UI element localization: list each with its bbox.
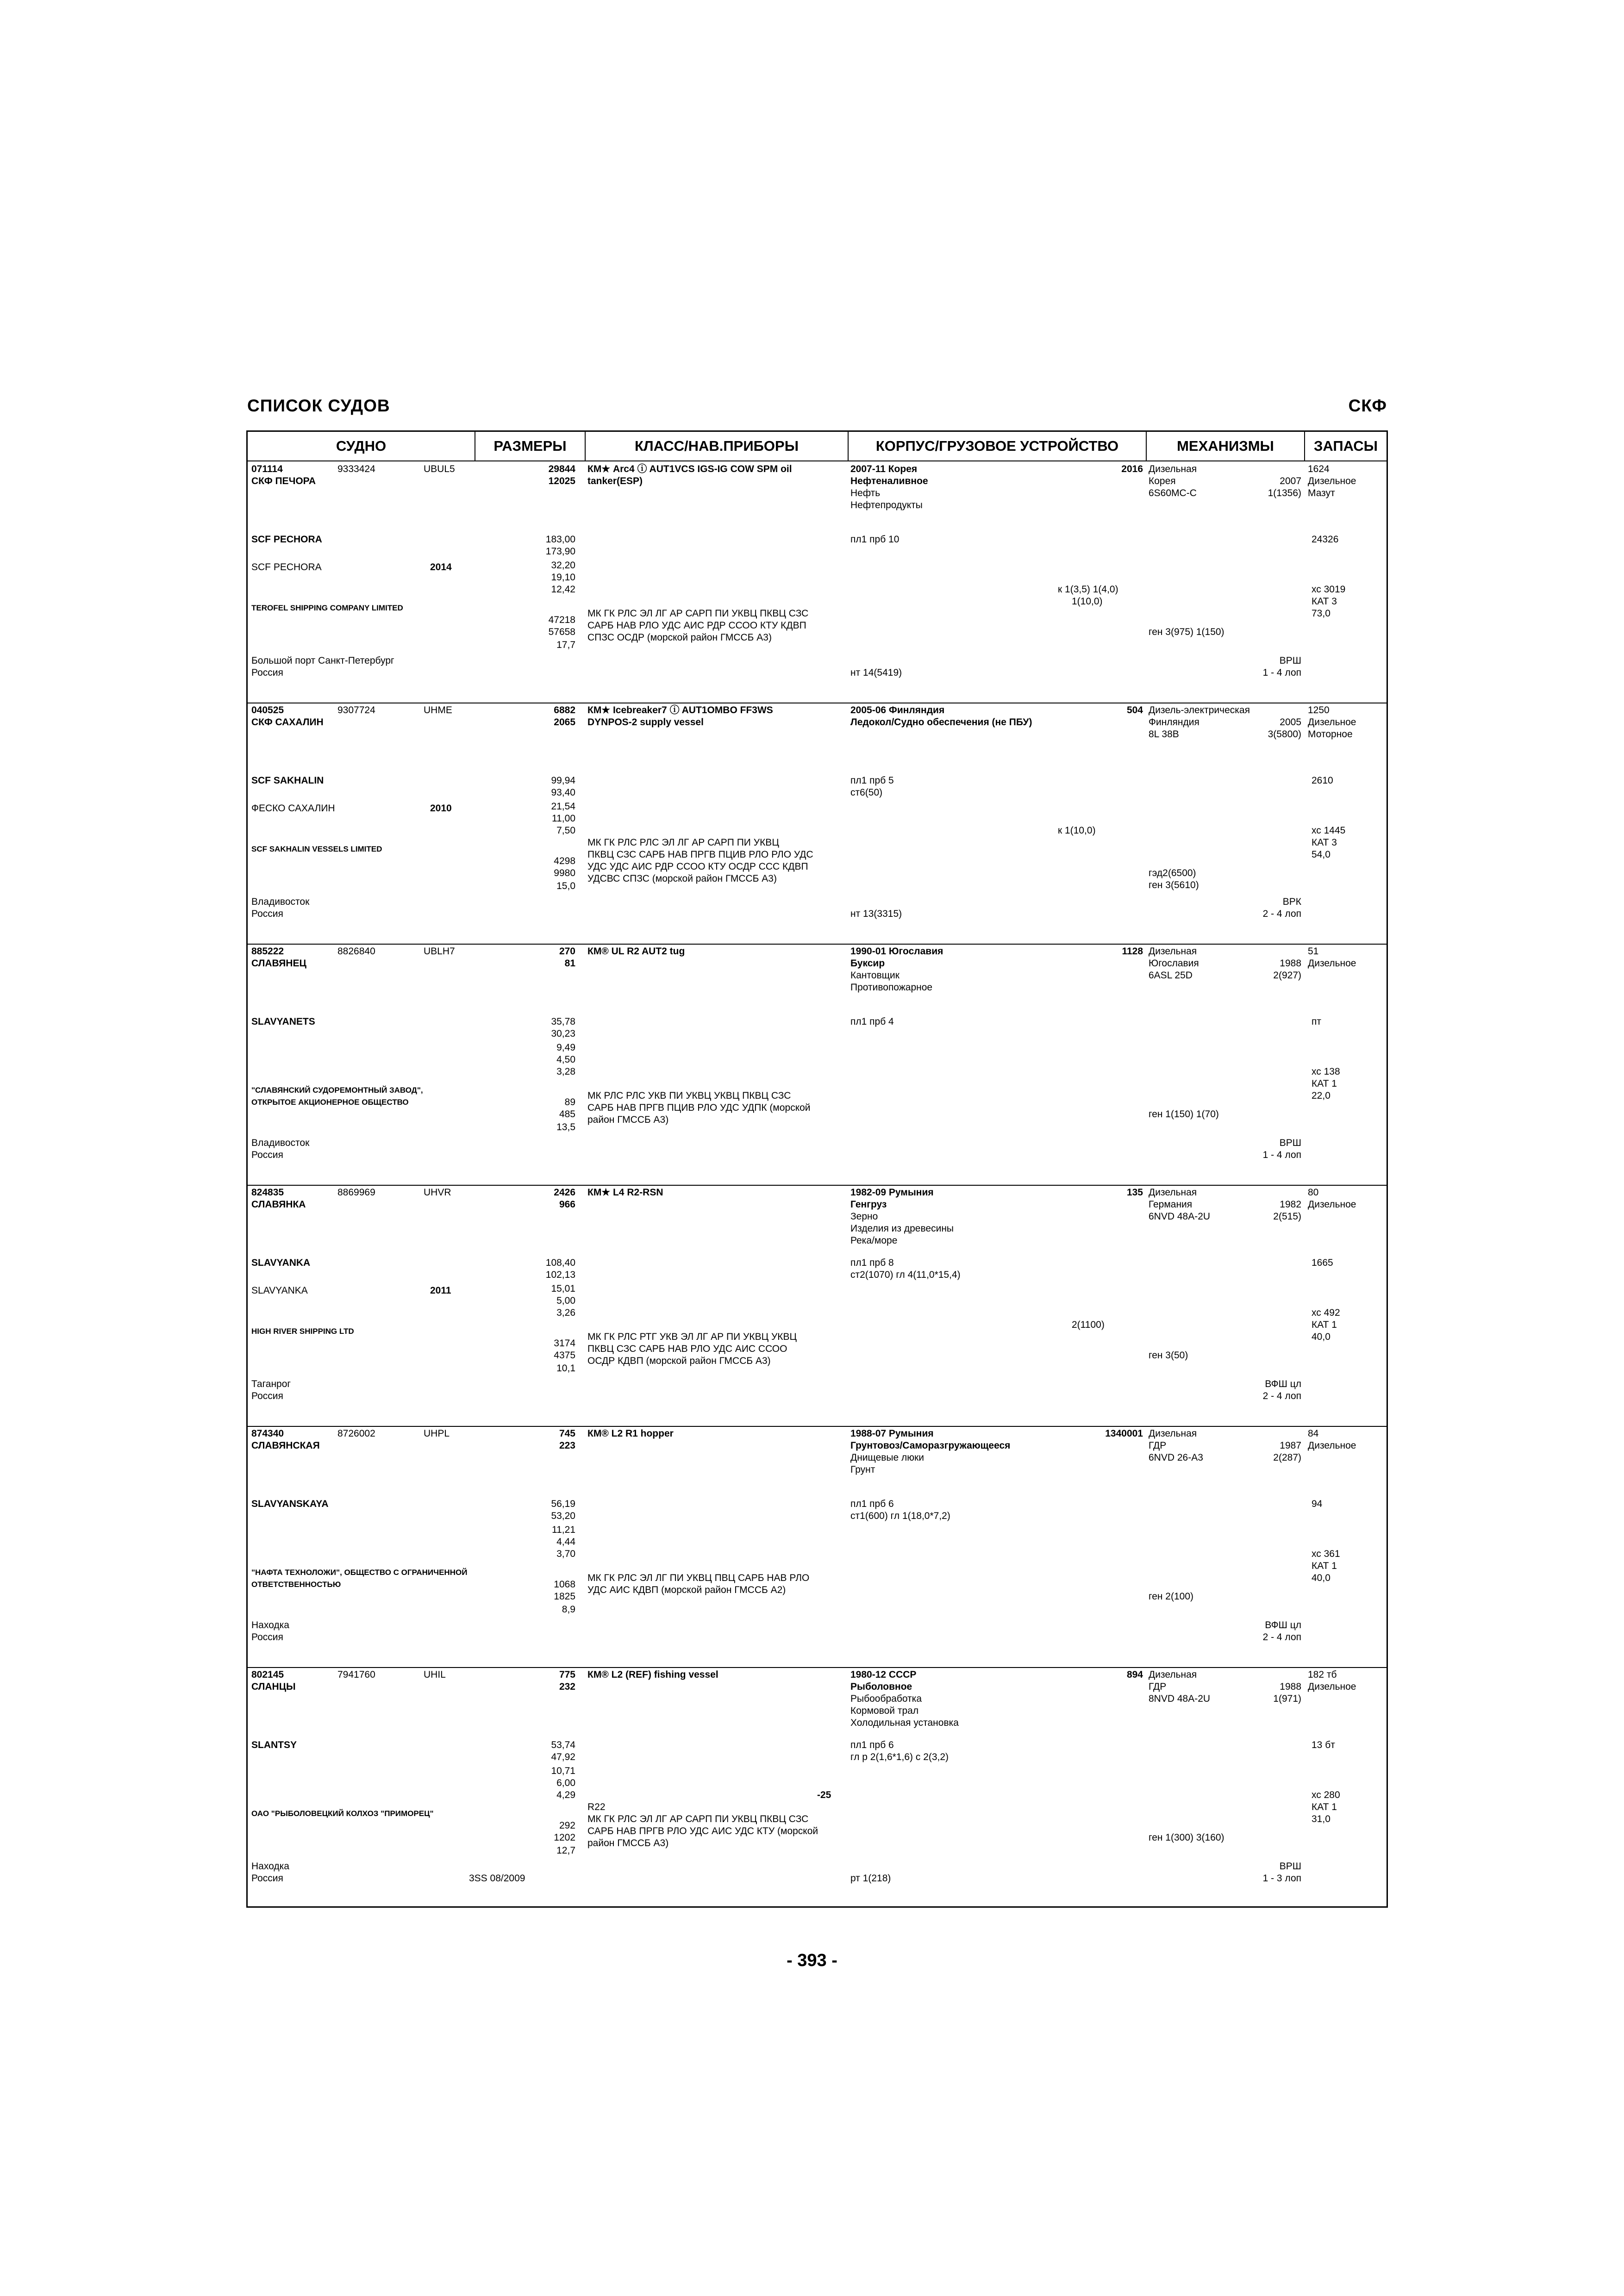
generators: ген 1(150) 1(70) [1149,1109,1219,1120]
fuel-capacity: 1250 [1308,705,1330,716]
cargo-capacity: пт [1312,1016,1321,1027]
ship-entry [248,1427,1387,1668]
dimension-value: 3,28 [556,1066,575,1077]
dimension-value: 4298 [554,856,575,866]
nav-equipment: САРБ НАВ ПРГВ РЛО УДС АИС УДС КТУ (морской [587,1826,818,1836]
dimension-value: 15,01 [551,1283,575,1294]
dimension-value: 10,1 [556,1363,575,1374]
hull-type: Грунт [850,1464,875,1475]
ship-name: СЛАНЦЫ [251,1681,296,1692]
hull-type: Грунтовоз/Саморазгружающееся [850,1440,1011,1451]
nav-equipment: МК ГК РЛС ЭЛ ЛГ ПИ УКВЦ ПВЦ САРБ НАВ РЛО [587,1573,810,1583]
call-sign: UBUL5 [424,464,455,474]
hull-type: Рыболовное [850,1681,912,1692]
hull-type: Зерно [850,1211,878,1222]
page-title: СПИСОК СУДОВ [247,396,390,415]
ship-name-latin: SLANTSY [251,1740,297,1750]
class-notation-cont: tanker(ESP) [587,476,643,486]
hull-number: 1128 [1122,946,1143,957]
class-notation-cont: DYNPOS-2 supply vessel [587,717,704,728]
ship-name-latin: SCF SAKHALIN [251,775,324,786]
lifesaving: 40,0 [1312,1332,1330,1342]
hull-built: 1982-09 Румыния [850,1187,934,1198]
ship-entry [248,703,1387,945]
fuel-capacity: 51 [1308,946,1319,957]
col-class: КЛАСС/НАВ.ПРИБОРЫ [634,438,799,454]
dimension-value: 7,50 [556,825,575,836]
class-notation: КМ★ Icebreaker7 ⓘ AUT1OMBO FF3WS [587,705,773,716]
hull-type: Изделия из древесины [850,1223,954,1234]
call-sign: UHIL [424,1669,446,1680]
hull-decks: пл1 прб 10 [850,534,899,545]
hull-number: 2016 [1121,464,1143,474]
call-sign: UHVR [424,1187,451,1198]
hull-tonnage: рт 1(218) [850,1873,891,1884]
ship-name-latin: SCF PECHORA [251,534,322,545]
cargo-capacity: 2610 [1312,775,1333,786]
fuel-type: Дизельное [1308,476,1356,486]
dimension-value: 30,23 [551,1028,575,1039]
fuel-capacity: 182 тб [1308,1669,1337,1680]
lifesaving: КАТ 3 [1312,837,1337,848]
engine-info: Дизель-электрическая [1149,705,1250,716]
hull-built: 1980-12 СССР [850,1669,917,1680]
dimension-value: 8,9 [562,1604,575,1615]
former-year: 2010 [430,803,452,814]
nav-equipment: МК ГК РЛС ЭЛ ЛГ АР САРП ПИ УКВЦ ПКВЦ СЗС [587,608,809,619]
lifesaving: КАТ 1 [1312,1561,1337,1571]
nav-equipment: ОСДР КДВП (морской район ГМССБ А3) [587,1356,771,1366]
fuel-capacity: 80 [1308,1187,1319,1198]
ship-owner: "СЛАВЯНСКИЙ СУДОРЕМОНТНЫЙ ЗАВОД", ОТКРЫТОЕ АКЦИОНЕРНОЕ ОБЩЕСТВО [251,1086,423,1107]
propeller-blades: 2 - 4 лоп [1262,1632,1301,1643]
generators-cont: ген 3(5610) [1149,880,1199,890]
ship-name: СКФ САХАЛИН [251,717,324,728]
engine-power: 2(515) [1273,1211,1301,1222]
col-ship: СУДНО [336,438,387,454]
imo-number: 8826840 [337,946,375,957]
flag-country: Россия [251,1150,283,1160]
dimension-value: 3,26 [556,1307,575,1318]
lifesaving: 40,0 [1312,1573,1330,1583]
home-port: Находка [251,1861,289,1872]
nav-equipment: МК ГК РЛС РЛС ЭЛ ЛГ АР САРП ПИ УКВЦ [587,837,779,848]
reg-number: 802145 [251,1669,284,1680]
engine-info: 8L 38B [1149,729,1179,740]
hull-cranes: к 1(10,0) [1058,825,1096,836]
fuel-type: Моторное [1308,729,1353,740]
engine-power: 1(971) [1273,1693,1301,1704]
col-dimensions: РАЗМЕРЫ [493,438,567,454]
hull-type: Кантовщик [850,970,899,981]
hull-type: Нефть [850,488,881,498]
imo-number: 9333424 [337,464,375,474]
lifesaving: хс 138 [1312,1066,1340,1077]
imo-number: 9307724 [337,705,375,716]
call-sign: UHPL [424,1428,450,1439]
propeller-blades: 1 - 4 лоп [1262,667,1301,678]
fuel-type: Дизельное [1308,1199,1356,1210]
nav-equipment: УДС УДС АИС РДР ССОО КТУ ОСДР ССС КДВП [587,861,808,872]
hull-type: Днищевые люки [850,1452,924,1463]
nav-equipment: ПКВЦ СЗС САРБ НАВ ПРГВ ПЦИВ РЛО РЛО УДС [587,849,813,860]
col-machinery: МЕХАНИЗМЫ [1177,438,1274,454]
dimension-value: 89 [564,1097,575,1108]
col-stores: ЗАПАСЫ [1313,438,1378,454]
lifesaving: хс 361 [1312,1549,1340,1559]
dimension-value: 4,50 [556,1054,575,1065]
nav-equipment: САРБ НАВ РЛО УДС АИС РДР ССОО КТУ КДВП [587,620,806,631]
dimension-value: 11,00 [552,813,575,824]
propeller: ВРК [1282,896,1301,907]
dimension-value: 2065 [554,717,575,728]
dimension-value: 4,44 [556,1537,575,1547]
nav-equipment: МК ГК РЛС ЭЛ ЛГ АР САРП ПИ УКВЦ ПКВЦ СЗС [587,1814,809,1824]
dimension-value: 1825 [554,1591,575,1602]
cargo-capacity: 1665 [1312,1257,1333,1268]
flag-country: Россия [251,1873,283,1884]
imo-number: 7941760 [337,1669,375,1680]
home-port: Владивосток [251,1138,310,1148]
engine-info: Дизельная [1149,1428,1197,1439]
class-notation: КМ★ L4 R2-RSN [587,1187,663,1198]
generators: ген 3(50) [1149,1350,1188,1361]
former-year: 2011 [430,1285,451,1296]
nav-equipment: ПКВЦ СЗС САРБ НАВ РЛО УДС АИС ССОО [587,1344,787,1354]
hull-number: 504 [1126,705,1143,716]
engine-info: Дизельная [1149,946,1197,957]
ship-name: СЛАВЯНЕЦ [251,958,306,969]
engine-info: ГДР [1149,1681,1167,1692]
flag-country: Россия [251,1632,283,1643]
engine-power: 2(927) [1273,970,1301,981]
cargo-capacity: 13 бт [1312,1740,1335,1750]
engine-info: 6S60MC-C [1149,488,1197,498]
nav-equipment: УДСВС СПЗС (морской район ГМССБ А3) [587,873,777,884]
dimension-value: 99,94 [551,775,575,786]
dimension-value: 57658 [548,627,575,637]
class-notation: КМ® L2 (REF) fishing vessel [587,1669,718,1680]
dimension-value: 108,40 [545,1257,575,1268]
company-code: СКФ [1348,396,1387,415]
flag-country: Россия [251,908,283,919]
hull-cranes-cont: 2(1100) [1072,1319,1105,1330]
engine-year: 1988 [1280,1681,1301,1692]
hull-type: Генгруз [850,1199,887,1210]
lifesaving: хс 492 [1312,1307,1340,1318]
dimension-value: 53,74 [551,1740,575,1750]
home-port: Таганрог [251,1379,291,1389]
hull-type: Река/море [850,1235,898,1246]
engine-power: 3(5800) [1268,729,1301,740]
lifesaving: КАТ 1 [1312,1078,1337,1089]
ship-owner: TEROFEL SHIPPING COMPANY LIMITED [251,604,403,612]
nav-equipment: район ГМССБ А3) [587,1838,669,1848]
generators: гэд2(6500) [1149,868,1196,878]
dimension-value: 183,00 [545,534,575,545]
reg-number: 824835 [251,1187,284,1198]
hull-number: 894 [1126,1669,1143,1680]
lifesaving: 73,0 [1312,608,1330,619]
dimension-value: 223 [559,1440,575,1451]
dimension-value: 56,19 [551,1499,575,1509]
dimension-value: 173,90 [545,546,575,557]
hull-number: 1340001 [1105,1428,1143,1439]
former-name: SCF PECHORA [251,562,322,572]
refrigerant: R22 [587,1802,606,1812]
engine-info: 6NVD 26-A3 [1149,1452,1203,1463]
engine-year: 1988 [1280,958,1301,969]
fuel-type: Дизельное [1308,1440,1356,1451]
dimension-value: 4,29 [556,1790,575,1800]
hull-hatches: ст1(600) гл 1(18,0*7,2) [850,1511,950,1521]
generators: ген 1(300) 3(160) [1149,1832,1224,1843]
fuel-type: Дизельное [1308,717,1356,728]
dimension-value: 6,00 [556,1778,575,1788]
hull-type: Кормовой трал [850,1705,919,1716]
flag-country: Россия [251,1391,283,1401]
edition-code: 3SS 08/2009 [469,1873,525,1884]
temperature: -25 [817,1790,831,1800]
ship-owner: "НАФТА ТЕХНОЛОЖИ", ОБЩЕСТВО С ОГРАНИЧЕННОЙ ОТВЕТСТВЕННОСТЬЮ [251,1568,468,1589]
fuel-capacity: 1624 [1308,464,1330,474]
engine-info: Дизельная [1149,1187,1197,1198]
ship-name-latin: SLAVYANETS [251,1016,315,1027]
hull-decks: пл1 прб 6 [850,1740,894,1750]
hull-type: Противопожарное [850,982,933,993]
flag-country: Россия [251,667,283,678]
engine-year: 1982 [1280,1199,1301,1210]
propeller-blades: 1 - 3 лоп [1262,1873,1301,1884]
ship-name-latin: SLAVYANKA [251,1257,311,1268]
dimension-value: 270 [559,946,575,957]
dimension-value: 1202 [554,1832,575,1843]
dimension-value: 81 [564,958,575,969]
lifesaving: 54,0 [1312,849,1330,860]
former-name: SLAVYANKA [251,1285,308,1296]
fuel-capacity: 84 [1308,1428,1319,1439]
ship-name-latin: SLAVYANSKAYA [251,1499,329,1509]
reg-number: 874340 [251,1428,284,1439]
lifesaving: 22,0 [1312,1090,1330,1101]
propeller: ВРШ [1279,1138,1301,1148]
dimension-value: 3,70 [556,1549,575,1559]
ship-entry [248,462,1387,703]
dimension-value: 29844 [548,464,575,474]
engine-year: 1987 [1280,1440,1301,1451]
dimension-value: 232 [559,1681,575,1692]
propeller: ВРШ [1279,1861,1301,1872]
hull-type: Буксир [850,958,885,969]
call-sign: UBLH7 [424,946,455,957]
dimension-value: 47218 [548,615,575,625]
hull-cranes-cont: 1(10,0) [1072,596,1103,607]
class-notation: КМ® UL R2 AUT2 tug [587,946,685,957]
dimension-value: 485 [559,1109,575,1120]
lifesaving: хс 1445 [1312,825,1346,836]
class-notation: КМ★ Arc4 ⓘ AUT1VCS IGS-IG COW SPM oil [587,464,792,474]
dimension-value: 966 [559,1199,575,1210]
dimension-value: 12,7 [556,1845,575,1856]
dimension-value: 17,7 [556,640,575,650]
ship-name: СЛАВЯНСКАЯ [251,1440,320,1451]
col-hull: КОРПУС/ГРУЗОВОЕ УСТРОЙСТВО [875,438,1119,454]
lifesaving: КАТ 1 [1312,1319,1337,1330]
hull-type: Нефтепродукты [850,500,923,510]
dimension-value: 32,20 [551,560,575,571]
engine-info: ГДР [1149,1440,1167,1451]
dimension-value: 12,42 [551,584,575,595]
cargo-capacity: 24326 [1312,534,1339,545]
home-port: Владивосток [251,896,310,907]
ship-owner: SCF SAKHALIN VESSELS LIMITED [251,845,382,853]
engine-power: 1(1356) [1268,488,1301,498]
former-year: 2014 [430,562,452,572]
dimension-value: 9,49 [556,1042,575,1053]
hull-tonnage: нт 13(3315) [850,908,902,919]
hull-decks: пл1 прб 5 [850,775,894,786]
lifesaving: 31,0 [1312,1814,1330,1824]
dimension-value: 93,40 [551,787,575,798]
dimension-value: 47,92 [551,1752,575,1762]
ship-entry [248,1668,1387,1909]
dimension-value: 745 [559,1428,575,1439]
ship-owner: HIGH RIVER SHIPPING LTD [251,1327,354,1336]
engine-info: Дизельная [1149,464,1197,474]
generators: ген 3(975) 1(150) [1149,627,1224,637]
hull-hatches: гл р 2(1,6*1,6) с 2(3,2) [850,1752,949,1762]
home-port: Находка [251,1620,289,1630]
engine-power: 2(287) [1273,1452,1301,1463]
dimension-value: 2426 [554,1187,575,1198]
dimension-value: 9980 [554,868,575,878]
hull-type: Холодильная установка [850,1717,959,1728]
ship-name: СЛАВЯНКА [251,1199,306,1210]
ship-name: СКФ ПЕЧОРА [251,476,316,486]
dimension-value: 21,54 [551,801,575,812]
hull-built: 2005-06 Финляндия [850,705,945,716]
page-number: - 393 - [787,1951,837,1970]
hull-decks: пл1 прб 6 [850,1499,894,1509]
imo-number: 8726002 [337,1428,375,1439]
hull-built: 1990-01 Югославия [850,946,943,957]
dimension-value: 19,10 [551,572,575,583]
hull-decks: пл1 прб 4 [850,1016,894,1027]
dimension-value: 3174 [554,1338,575,1349]
call-sign: UHME [424,705,452,716]
nav-equipment: МК РЛС РЛС УКВ ПИ УКВЦ УКВЦ ПКВЦ СЗС [587,1090,791,1101]
fuel-type: Дизельное [1308,1681,1356,1692]
dimension-value: 292 [559,1820,575,1831]
ship-entry [248,1186,1387,1427]
dimension-value: 35,78 [551,1016,575,1027]
hull-hatches: ст6(50) [850,787,883,798]
hull-decks: пл1 прб 8 [850,1257,894,1268]
hull-tonnage: нт 14(5419) [850,667,902,678]
hull-number: 135 [1126,1187,1143,1198]
reg-number: 885222 [251,946,284,957]
lifesaving: КАТ 1 [1312,1802,1337,1812]
hull-type: Рыбообработка [850,1693,922,1704]
imo-number: 8869969 [337,1187,375,1198]
home-port: Большой порт Санкт-Петербург [251,655,394,666]
nav-equipment: район ГМССБ А3) [587,1114,669,1125]
engine-year: 2007 [1280,476,1301,486]
cargo-capacity: 94 [1312,1499,1323,1509]
former-name: ФЕСКО САХАЛИН [251,803,335,814]
hull-cranes: к 1(3,5) 1(4,0) [1058,584,1118,595]
fuel-type: Дизельное [1308,958,1356,969]
propeller: ВФШ цл [1265,1620,1301,1630]
lifesaving: хс 280 [1312,1790,1340,1800]
hull-type: Нефтеналивное [850,476,928,486]
dimension-value: 775 [559,1669,575,1680]
hull-type: Ледокол/Судно обеспечения (не ПБУ) [850,717,1032,728]
propeller: ВФШ цл [1265,1379,1301,1389]
dimension-value: 53,20 [551,1511,575,1521]
reg-number: 040525 [251,705,284,716]
nav-equipment: СПЗС ОСДР (морской район ГМССБ А3) [587,632,772,643]
lifesaving: хс 3019 [1312,584,1346,595]
hull-built: 2007-11 Корея [850,464,918,474]
ship-owner: ОАО "РЫБОЛОВЕЦКИЙ КОЛХОЗ "ПРИМОРЕЦ" [251,1809,434,1818]
dimension-value: 12025 [548,476,575,486]
engine-info: 6NVD 48A-2U [1149,1211,1211,1222]
dimension-value: 102,13 [545,1269,575,1280]
class-notation: КМ® L2 R1 hopper [587,1428,674,1439]
engine-info: Финляндия [1149,717,1199,728]
propeller-blades: 2 - 4 лоп [1262,908,1301,919]
engine-year: 2005 [1280,717,1301,728]
engine-info: Германия [1149,1199,1193,1210]
propeller-blades: 1 - 4 лоп [1262,1150,1301,1160]
nav-equipment: САРБ НАВ ПРГВ ПЦИВ РЛО УДС УДПК (морской [587,1102,811,1113]
propeller-blades: 2 - 4 лоп [1262,1391,1301,1401]
dimension-value: 5,00 [556,1295,575,1306]
dimension-value: 1068 [554,1579,575,1590]
ship-table [246,430,1388,1908]
reg-number: 071114 [251,464,283,474]
engine-info: Корея [1149,476,1176,486]
engine-info: 8NVD 48A-2U [1149,1693,1211,1704]
hull-hatches: ст2(1070) гл 4(11,0*15,4) [850,1269,961,1280]
dimension-value: 4375 [554,1350,575,1361]
dimension-value: 13,5 [556,1122,575,1132]
generators: ген 2(100) [1149,1591,1194,1602]
fuel-type: Мазут [1308,488,1335,498]
dimension-value: 10,71 [551,1766,575,1776]
dimension-value: 15,0 [556,881,575,891]
nav-equipment: УДС АИС КДВП (морской район ГМССБ А2) [587,1585,786,1595]
engine-info: Дизельная [1149,1669,1197,1680]
nav-equipment: МК ГК РЛС РТГ УКВ ЭЛ ЛГ АР ПИ УКВЦ УКВЦ [587,1332,797,1342]
header-rule [248,460,1387,461]
dimension-value: 6882 [554,705,575,716]
engine-info: Югославия [1149,958,1199,969]
propeller: ВРШ [1279,655,1301,666]
dimension-value: 11,21 [552,1524,575,1535]
lifesaving: КАТ 3 [1312,596,1337,607]
engine-info: 6ASL 25D [1149,970,1193,981]
hull-built: 1988-07 Румыния [850,1428,934,1439]
ship-entry [248,945,1387,1186]
